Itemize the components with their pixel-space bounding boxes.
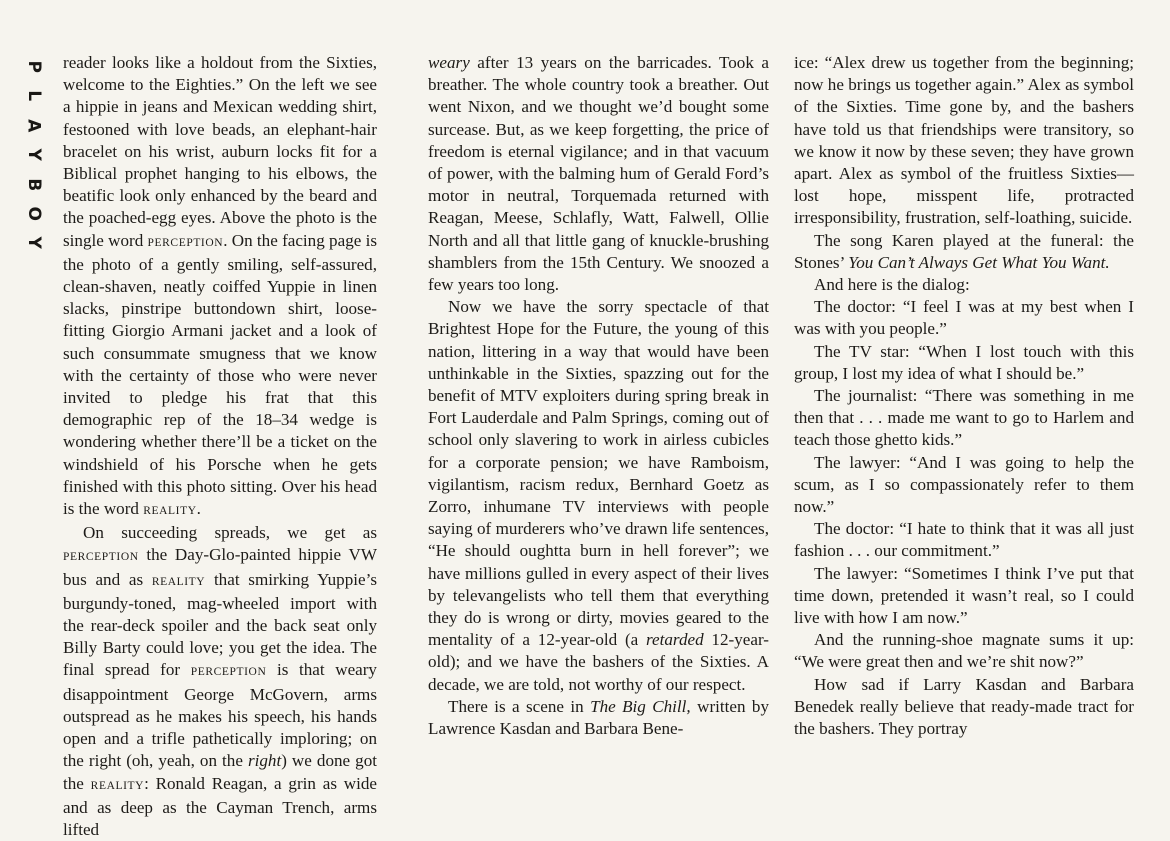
text-column-2 bbox=[428, 52, 769, 740]
text-column-1 bbox=[63, 52, 377, 841]
paragraph: The lawyer: “Sometimes I think I’ve put that time down, pretended it wasn’t real, so I could live with how I am now.” bbox=[794, 563, 1134, 628]
paragraph: weary after 13 years on the barricades. Took a breather. The whole country took a breather. Out went Nixon, and we thought we’d bought some surcease. But, as we keep forgetting, the price of freedom is eternal vigilance; and in that vacuum of power, with the balming hum of Gerald Ford’s motor in neutral, Torquemada returned with Reagan, Meese, Schlafly, Watt, Falwell, Ollie North and all that little gang of knuckle-brushing shamblers from the 15th Century. We snoozed a few years too long. bbox=[428, 53, 769, 295]
paragraph: The doctor: “I hate to think that it was all just fashion . . . our commitment.” bbox=[794, 519, 1134, 561]
paragraph: The lawyer: “And I was going to help the scum, as I so compassionately refer to them now.” bbox=[794, 452, 1134, 517]
paragraph: reader looks like a holdout from the Sixties, welcome to the Eighties.” On the left we see a hippie in jeans and Mexican wedding shirt, festooned with love beads, an elephant-hair bracelet on his wrist, auburn locks fit for a Biblical prophet hanging to his elbows, the beatific look only enhanced by the beard and the poached-egg eyes. Above the photo is the single word PERCEPTION. On the facing page is the photo of a gently smiling, self-assured, clean-shaven, neatly coiffed Yuppie in linen slacks, pinstripe buttondown shirt, loose-fitting Giorgio Armani jacket and a look of such consummate smugness that we know with the certainty of those who were never invited to pledge his frat that this demographic rep of the 18–34 wedge is wondering whether there’ll be a ticket on the windshield of his Porsche when he gets finished with this photo sitting. Over his head is the word REALITY. bbox=[63, 53, 378, 519]
paragraph: How sad if Larry Kasdan and Barbara Benedek really believe that ready-made tract for the bashers. They portray bbox=[794, 674, 1134, 739]
paragraph: The song Karen played at the funeral: the Stones’ You Can’t Always Get What You Want. bbox=[794, 230, 1134, 272]
paragraph: And the running-shoe magnate sums it up: “We were great then and we’re shit now?” bbox=[794, 630, 1134, 672]
running-head-letter: A bbox=[23, 118, 44, 133]
running-head-letter: Y bbox=[23, 148, 44, 162]
running-head-letter: B bbox=[23, 177, 44, 191]
paragraph: On succeeding spreads, we get as PERCEPTION the Day-Glo-painted hippie VW bus and as REALITY that smirking Yuppie’s burgundy-toned, mag-wheeled import with the rear-deck spoiler and the back seat only Billy Barty could love; you get the idea. The final spread for PERCEPTION is that weary disappointment George McGovern, arms outspread as he makes his speech, his hands open and a trifle pathetically imploring; on the right (oh, yeah, on the right) we done got the REALITY: Ronald Reagan, a grin as wide and as deep as the Cayman Trench, arms lifted bbox=[63, 523, 377, 839]
running-head bbox=[20, 52, 46, 258]
paragraph: ice: “Alex drew us together from the beginning; now he brings us together again.” Alex as symbol of the Sixties. Time gone by, and the bashers have told us that friendships were transitory, so we know it now by these seven; they have grown apart. Alex as symbol of the fruitless Sixties—lost hope, misspent life, protracted irresponsibility, frustration, self-loathing, suicide. bbox=[794, 53, 1134, 228]
running-head-letter: P bbox=[23, 60, 44, 73]
paragraph: And here is the dialog: bbox=[814, 275, 970, 295]
running-head-letter: Y bbox=[23, 236, 44, 250]
paragraph: The journalist: “There was something in me then that . . . made me want to go to Harlem and teach those ghetto kids.” bbox=[794, 386, 1134, 450]
text-column-3 bbox=[794, 52, 1134, 740]
running-head-letter: O bbox=[23, 206, 44, 221]
paragraph: The doctor: “I feel I was at my best when I was with you people.” bbox=[794, 297, 1134, 339]
running-head-letter: L bbox=[23, 90, 44, 102]
paragraph: There is a scene in The Big Chill, written by Lawrence Kasdan and Barbara Bene- bbox=[428, 696, 769, 739]
paragraph: Now we have the sorry spectacle of that Brightest Hope for the Future, the young of this nation, littering in a way that would have been unthinkable in the Sixties, spazzing out for the benefit of MTV exploiters during spring break in Fort Lauderdale and Palm Springs, coming out of school only slavering to work in airless cubicles for a corporate pension; we have Ramboism, vigilantism, racism redux, Bernhard Goetz as Zorro, inhumane TV interviews with people saying of murderers who’ve drawn life sentences, “He should oughtta burn in hell forever”; we have millions gulled in every aspect of their lives by televangelists who tell them that everything they do is wrong or dirty, movies geared to the mentality of a 12-year-old (a retarded 12-year-old); and we have the bashers of the Sixties. A decade, we are told, not worthy of our respect. bbox=[428, 297, 769, 694]
paragraph: The TV star: “When I lost touch with this group, I lost my idea of what I should be.” bbox=[794, 341, 1134, 383]
